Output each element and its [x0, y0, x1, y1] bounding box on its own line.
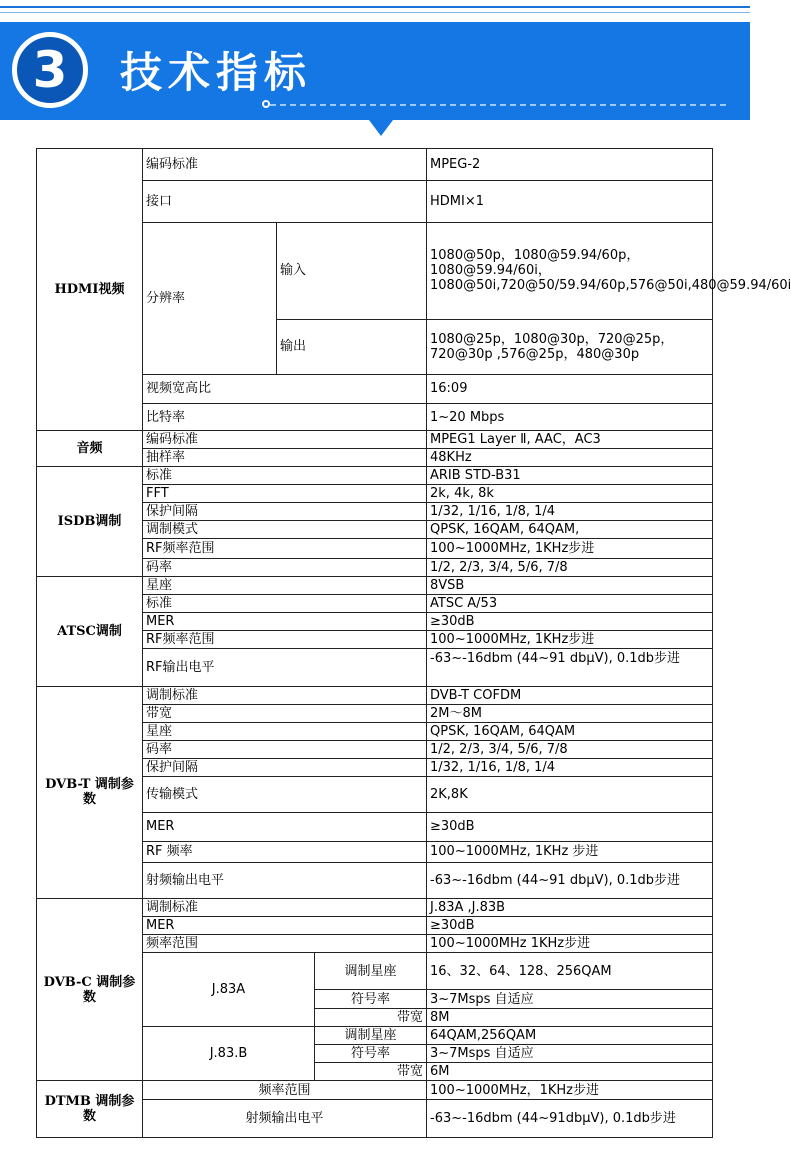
row-label: MER [143, 813, 427, 841]
row-label: 接口 [143, 181, 427, 223]
row-value: -63~-16dbm (44~91dbμV), 0.1db步进 [427, 1100, 713, 1138]
group-dtmb: DTMB 调制参数 [37, 1081, 143, 1138]
row-label: 星座 [143, 723, 427, 741]
row-label: 带宽 [315, 1063, 427, 1081]
table-row [37, 149, 713, 181]
row-value: 64QAM,256QAM [427, 1027, 713, 1045]
row-value: 100~1000MHz, 1KHz步进 [427, 539, 713, 558]
row-value: ≥30dB [427, 612, 713, 630]
row-value: 100~1000MHz, 1KHz 步进 [427, 841, 713, 862]
row-label: RF 频率 [143, 841, 427, 862]
row-value: ≥30dB [427, 916, 713, 934]
row-label: 射频输出电平 [143, 1100, 427, 1138]
row-label: 传输模式 [143, 777, 427, 813]
row-label: 符号率 [315, 1045, 427, 1063]
row-label: FFT [143, 485, 427, 503]
row-label: RF频率范围 [143, 539, 427, 558]
row-label: 符号率 [315, 990, 427, 1009]
row-value: 100~1000MHz，1KHz步进 [427, 1081, 713, 1100]
row-label: 调制标准 [143, 898, 427, 916]
group-dvbt: DVB-T 调制参数 [37, 686, 143, 898]
output-label: 输出 [277, 319, 427, 374]
section-title: 技术指标 [120, 48, 313, 97]
row-label: 保护间隔 [143, 759, 427, 777]
row-label: 标准 [143, 467, 427, 485]
row-value: 2K,8K [427, 777, 713, 813]
row-value: QPSK, 16QAM, 64QAM [427, 723, 713, 741]
row-label: 码率 [143, 741, 427, 759]
row-value: 1/32, 1/16, 1/8, 1/4 [427, 759, 713, 777]
table-row [37, 467, 713, 485]
output-value: 1080@25p，1080@30p，720@25p，720@30p ,576@25p，480@30p [427, 319, 713, 374]
row-value: 6M [427, 1063, 713, 1081]
row-value: 48KHz [427, 449, 713, 467]
row-label: 频率范围 [143, 1081, 427, 1100]
row-value: -63~-16dbm (44~91 dbμV), 0.1db步进 [427, 648, 713, 686]
row-value: MPEG1 Layer Ⅱ, AAC，AC3 [427, 431, 713, 449]
row-value: QPSK, 16QAM, 64QAM, [427, 521, 713, 539]
row-label: 码率 [143, 558, 427, 576]
j83b-label: J.83.B [143, 1027, 315, 1081]
table-row [37, 686, 713, 704]
row-label: MER [143, 612, 427, 630]
deco-dot-icon [262, 100, 270, 108]
row-label: 抽样率 [143, 449, 427, 467]
table-row [37, 576, 713, 594]
group-dvbc: DVB-C 调制参数 [37, 898, 143, 1081]
top-stripe [0, 0, 750, 22]
row-value: 1~20 Mbps [427, 403, 713, 430]
table-row [37, 1081, 713, 1100]
top-stripe-line [0, 6, 750, 8]
row-label: 调制标准 [143, 686, 427, 704]
section-banner [0, 22, 750, 120]
row-value: HDMI×1 [427, 181, 713, 223]
row-label: 调制模式 [143, 521, 427, 539]
section-number-badge: 3 [12, 32, 88, 108]
j83a-label: J.83A [143, 952, 315, 1026]
row-value: 3~7Msps 自适应 [427, 990, 713, 1009]
row-value: 1/2, 2/3, 3/4, 5/6, 7/8 [427, 741, 713, 759]
row-value: 1/32, 1/16, 1/8, 1/4 [427, 503, 713, 521]
row-label: 带宽 [143, 705, 427, 723]
group-atsc: ATSC调制 [37, 576, 143, 686]
row-value: ≥30dB [427, 813, 713, 841]
row-label: 保护间隔 [143, 503, 427, 521]
row-value: J.83A ,J.83B [427, 898, 713, 916]
deco-dashed-line [270, 104, 730, 106]
row-value: 8M [427, 1009, 713, 1027]
spec-table [36, 148, 791, 1138]
row-label: MER [143, 916, 427, 934]
group-hdmi: HDMI视频 [37, 149, 143, 431]
row-value: -63~-16dbm (44~91 dbμV), 0.1db步进 [427, 862, 713, 898]
row-value: DVB-T COFDM [427, 686, 713, 704]
row-label: 分辨率 [143, 223, 277, 375]
row-value: 1/2, 2/3, 3/4, 5/6, 7/8 [427, 558, 713, 576]
row-value: 8VSB [427, 576, 713, 594]
row-value: 16、32、64、128、256QAM [427, 952, 713, 989]
row-label: 标准 [143, 594, 427, 612]
row-label: 编码标准 [143, 431, 427, 449]
table-row [37, 431, 713, 449]
input-value: 1080@50p，1080@59.94/60p，1080@59.94/60i，1080@50i,720@50/59.94/60p,576@50i,480@59.94/60i [427, 223, 713, 319]
table-row [37, 898, 713, 916]
row-label: 视频宽高比 [143, 374, 427, 403]
row-value: ARIB STD-B31 [427, 467, 713, 485]
row-label: RF输出电平 [143, 648, 427, 686]
group-audio: 音频 [37, 431, 143, 467]
top-stripe-line-thin [0, 12, 750, 13]
row-label: RF频率范围 [143, 630, 427, 648]
banner-pointer-icon [369, 120, 393, 136]
row-label: 调制星座 [315, 1027, 427, 1045]
row-value: 16:09 [427, 374, 713, 403]
row-label: 频率范围 [143, 934, 427, 952]
group-isdb: ISDB调制 [37, 467, 143, 576]
row-value: ATSC A/53 [427, 594, 713, 612]
row-label: 调制星座 [315, 952, 427, 989]
row-value: 2M～8M [427, 705, 713, 723]
row-value: 100~1000MHz, 1KHz步进 [427, 630, 713, 648]
row-label: 编码标准 [143, 149, 427, 181]
row-value: 3~7Msps 自适应 [427, 1045, 713, 1063]
row-label: 射频输出电平 [143, 862, 427, 898]
input-label: 输入 [277, 223, 427, 319]
row-value: 100~1000MHz 1KHz步进 [427, 934, 713, 952]
row-value: 2k, 4k, 8k [427, 485, 713, 503]
row-label: 带宽 [315, 1009, 427, 1027]
row-label: 星座 [143, 576, 427, 594]
row-value: MPEG-2 [427, 149, 713, 181]
row-label: 比特率 [143, 403, 427, 430]
